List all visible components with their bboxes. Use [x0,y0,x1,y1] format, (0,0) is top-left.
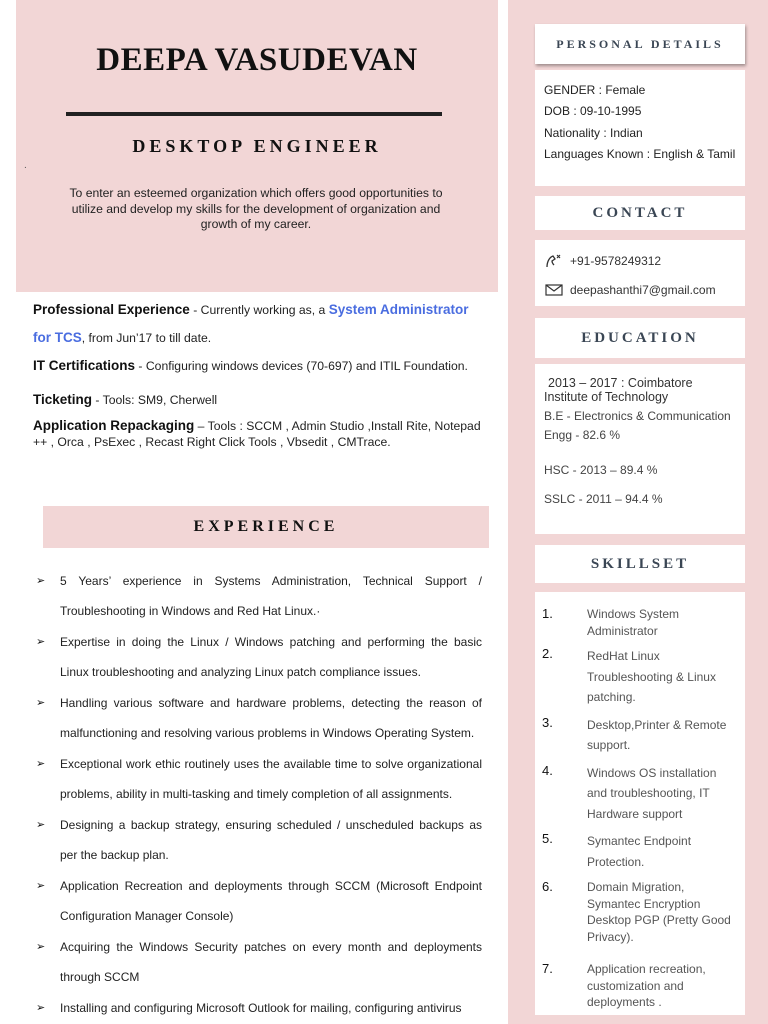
arrow-bullet-icon: ➢ [36,758,46,770]
skill-text: Application recreation, customization and deployments . [587,962,706,1009]
arrow-bullet-icon: ➢ [36,1002,46,1014]
education-heading: EDUCATION [581,329,699,346]
personal-details-card [535,70,745,186]
stray-dot: . [24,160,27,171]
it-certifications-label: IT Certifications [33,358,136,373]
skill-number: 6. [542,879,553,894]
experience-list [36,567,482,1024]
skill-number: 1. [542,606,553,621]
experience-item-text: Acquiring the Windows Security patches on every month and deployments through SCCM [60,940,482,984]
experience-item-text: Exceptional work ethic routinely uses the available time to solve organizational problems, ability in multi-tasking and timely completion of all assignments. [60,757,482,801]
experience-heading-band [43,506,489,548]
skillset-card [535,592,745,1015]
ticketing-line [33,390,483,410]
it-certifications-dash: - [135,359,146,373]
skill-item [542,879,737,945]
skill-number: 5. [542,831,553,846]
skill-item [542,646,737,708]
experience-item [36,567,482,626]
current-role-highlight: System Administrator for TCS [33,302,469,345]
career-objective: To enter an esteemed organization which offers good opportunities to utilize and develop my skills for the development of organization and growth of my career. [69,186,443,231]
arrow-bullet-icon: ➢ [36,941,46,953]
skill-item [542,606,737,639]
experience-item-text: Handling various software and hardware problems, detecting the reason of malfunctioning and resolving various problems in Windows Operating System. [60,696,482,740]
experience-heading: EXPERIENCE [193,518,339,535]
ticketing-text: Tools: SM9, Cherwell [102,393,218,407]
professional-experience-dash: - [189,303,201,317]
professional-experience-label: Professional Experience [33,302,190,317]
skill-item [542,831,737,872]
experience-item-text: Application Recreation and deployments through SCCM (Microsoft Endpoint Configuration Manager Console) [60,879,482,923]
skill-text: Windows System Administrator [587,607,680,638]
dob-line: DOB : 09-10-1995 [544,104,642,119]
arrow-bullet-icon: ➢ [36,636,46,648]
degree-line: B.E - Electronics & Communication Engg - 82.6 % [544,409,731,442]
application-repackaging-dash: – [194,419,208,433]
experience-item-text: Designing a backup strategy, ensuring scheduled / unscheduled backups as per the backup plan. [60,818,482,862]
college-line-1: 2013 – 2017 : Coimbatore [548,376,693,390]
candidate-name: DEEPA VASUDEVAN [96,42,418,78]
skill-text: RedHat Linux Troubleshooting & Linux patching. [587,649,716,704]
email-address[interactable]: deepashanthi7@gmail.com [570,282,716,297]
summary-section [33,296,483,450]
skill-item [542,961,737,1011]
professional-experience-line [33,296,483,352]
arrow-bullet-icon: ➢ [36,819,46,831]
skill-item [542,763,737,825]
email-row [544,275,736,304]
application-repackaging-label: Application Repackaging [33,418,195,433]
experience-item [36,933,482,992]
education-heading-card [535,318,745,358]
experience-item [36,628,482,687]
contact-heading: CONTACT [592,204,688,221]
it-certifications-line [33,352,483,380]
ticketing-dash: - [92,393,103,407]
professional-experience-tail: , from Jun’17 to till date. [81,331,212,345]
arrow-bullet-icon: ➢ [36,880,46,892]
nationality-line: Nationality : Indian [544,125,643,140]
college-line-2: Institute of Technology [544,390,669,404]
ticketing-label: Ticketing [33,392,93,407]
skill-text: Symantec Endpoint Protection. [587,834,692,869]
application-repackaging-line [33,418,483,450]
experience-item [36,994,482,1024]
experience-item [36,750,482,809]
skill-number: 4. [542,762,553,778]
skill-number: 2. [542,646,553,661]
hsc-line: HSC - 2013 – 89.4 % [544,463,658,477]
skill-number: 7. [542,961,553,976]
arrow-bullet-icon: ➢ [36,697,46,709]
skill-text: Domain Migration, Symantec Encryption Desktop PGP (Pretty Good Privacy). [587,880,731,944]
email-icon [544,281,568,299]
skillset-heading-card [535,545,745,583]
experience-item-text: Installing and configuring Microsoft Outlook for mailing, configuring antivirus [60,1001,462,1015]
skill-text: Desktop,Printer & Remote support. [587,717,727,752]
personal-details-heading: PERSONAL DETAILS [556,36,724,51]
it-certifications-text: Configuring windows devices (70-697) and ITIL Foundation. [145,359,468,373]
experience-item [36,872,482,931]
contact-card [535,240,745,306]
experience-item-text: Expertise in doing the Linux / Windows patching and performing the basic Linux troubleshooting and analyzing Linux patch compliance issues. [60,635,482,679]
experience-item-text: 5 Years’ experience in Systems Administration, Technical Support / Troubleshooting in Windows and Red Hat Linux.· [60,574,482,618]
job-title: DESKTOP ENGINEER [132,136,382,156]
skill-item [542,715,737,756]
skillset-heading: SKILLSET [590,555,690,572]
phone-icon [544,252,568,270]
arrow-bullet-icon: ➢ [36,575,46,587]
education-card [535,364,745,534]
professional-experience-text: Currently working as, a [200,303,329,317]
personal-details-heading-card [535,24,745,64]
languages-line: Languages Known : English & Tamil [544,146,736,161]
phone-row [544,246,736,275]
application-repackaging-text: Tools : SCCM , Admin Studio ,Install Rite, Notepad ++ , Orca , PsExec , Recast Right Click Tools , Vbsedit , CMTrace. [33,419,481,449]
name-divider [66,112,442,116]
contact-heading-card [535,196,745,230]
phone-number[interactable]: +91-9578249312 [570,253,662,268]
experience-item [36,811,482,870]
experience-item [36,689,482,748]
skill-number: 3. [542,714,553,730]
gender-line: GENDER : Female [544,83,646,97]
sslc-line: SSLC - 2011 – 94.4 % [544,492,663,506]
skill-text: Windows OS installation and troubleshooting, IT Hardware support [587,765,717,821]
